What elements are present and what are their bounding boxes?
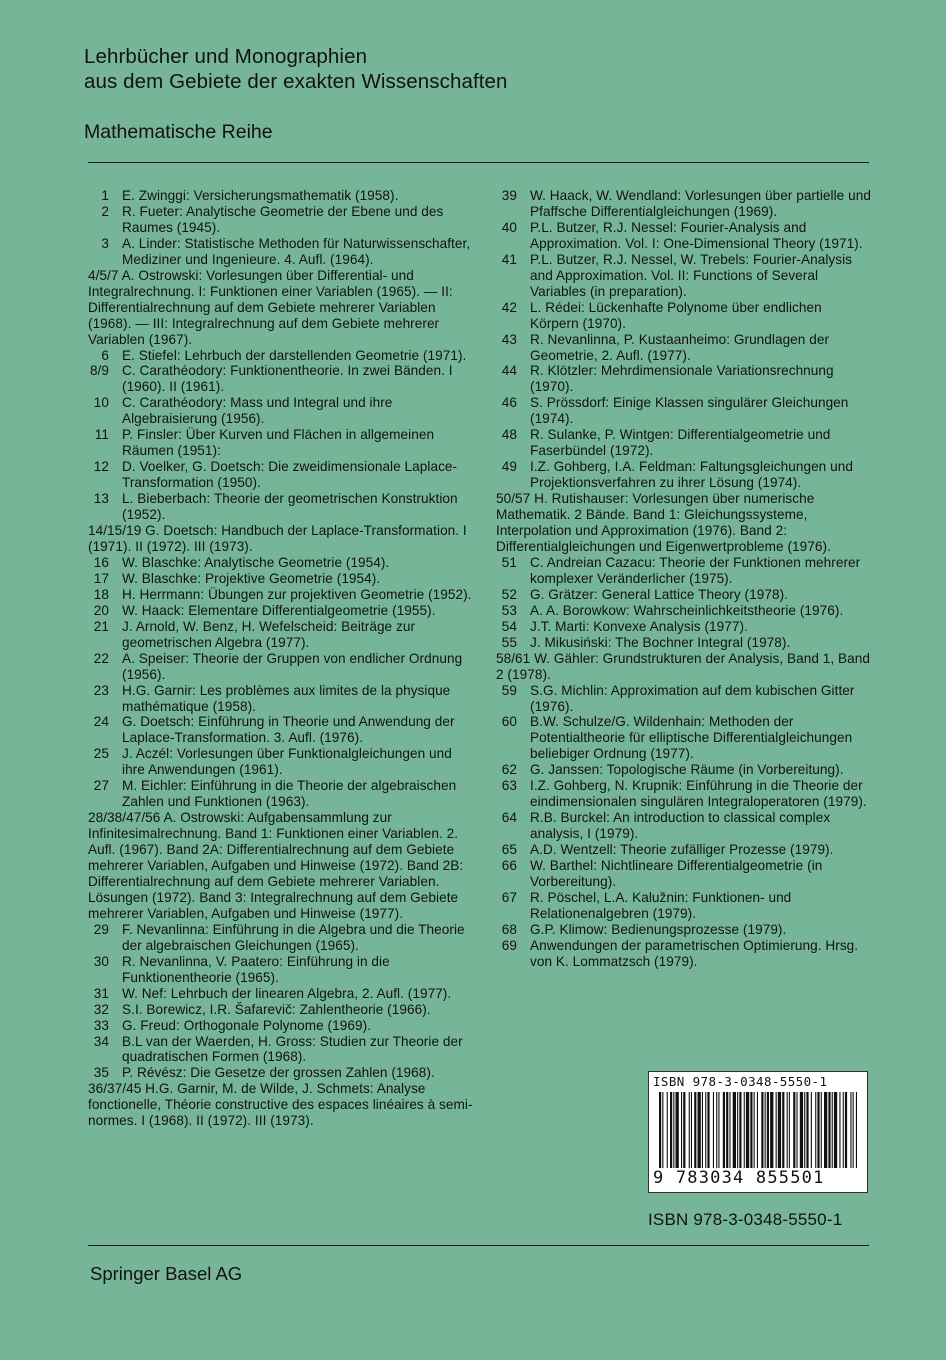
book-entry (496, 395, 873, 427)
book-list-left (88, 188, 473, 1129)
book-entry (496, 300, 873, 332)
book-entry (88, 268, 473, 348)
book-entry (496, 332, 873, 364)
barcode-bar (800, 1092, 803, 1168)
barcode-bar (845, 1092, 847, 1168)
entry-text: I.Z. Gohberg, N. Krupnik: Einführung in die Theorie der eindimensionalen singulären Integraloperatoren (1979). (530, 778, 867, 810)
book-entry (88, 683, 473, 715)
barcode-bar (694, 1092, 696, 1168)
entry-text: A. A. Borowkow: Wahrscheinlichkeitstheorie (1976). (530, 602, 844, 618)
barcode-bar (811, 1092, 812, 1168)
entry-number: 44 (501, 363, 517, 379)
book-entry (496, 619, 873, 635)
entry-text: Anwendungen der parametrischen Optimierung. Hrsg. von K. Lommatzsch (1979). (530, 937, 859, 969)
entry-text: W. Nef: Lehrbuch der linearen Algebra, 2. Aufl. (1977). (122, 985, 452, 1001)
barcode-bar (683, 1092, 685, 1168)
entry-text: L. Bieberbach: Theorie der geometrischen Konstruktion (1952). (122, 491, 458, 523)
book-entry (88, 651, 473, 683)
entry-text: R. Sulanke, P. Wintgen: Differentialgeometrie und Faserbündel (1972). (530, 427, 831, 459)
barcode-bar (718, 1092, 719, 1168)
barcode-bar (828, 1092, 830, 1168)
book-entry (88, 587, 473, 603)
entry-number: 48 (501, 427, 517, 443)
barcode-bar (681, 1092, 682, 1168)
entry-text: A. Speiser: Theorie der Gruppen von endlicher Ordnung (1956). (122, 650, 463, 682)
book-entry (496, 938, 873, 970)
entry-number: 68 (501, 921, 517, 937)
book-entry (496, 922, 873, 938)
entry-number: 34 (93, 1033, 109, 1049)
entry-text: C. Carathéodory: Funktionentheorie. In zwei Bänden. I (1960). II (1961). (122, 363, 453, 395)
entry-number: 46 (501, 395, 517, 411)
entry-number: 58/61 (496, 650, 531, 666)
barcode-bar (689, 1092, 690, 1168)
entry-text: S.G. Michlin: Approximation auf dem kubischen Gitter (1976). (530, 682, 855, 714)
entry-number: 22 (93, 650, 109, 666)
entry-text: E. Zwinggi: Versicherungsmathematik (1958). (122, 188, 399, 203)
book-entry (88, 922, 473, 954)
entry-text: G. Freud: Orthogonale Polynome (1969). (122, 1017, 371, 1033)
book-entry (88, 1034, 473, 1066)
book-entry (496, 635, 873, 651)
entry-number: 2 (101, 203, 109, 219)
book-entry (88, 395, 473, 427)
book-entry (88, 363, 473, 395)
entry-number: 64 (501, 810, 517, 826)
entry-number: 41 (501, 251, 517, 267)
entry-number: 43 (501, 331, 517, 347)
barcode-bar (821, 1092, 822, 1168)
book-entry (496, 778, 873, 810)
book-entry (88, 603, 473, 619)
barcode-bar (824, 1092, 827, 1168)
barcode-bar (750, 1092, 752, 1168)
entry-text: M. Eichler: Einführung in die Theorie der algebraischen Zahlen und Funktionen (1963). (122, 778, 457, 810)
entry-number: 39 (501, 188, 517, 203)
book-list-right (496, 188, 873, 970)
book-entry (496, 252, 873, 300)
barcode-bar (850, 1092, 851, 1168)
barcode-bar (839, 1092, 840, 1168)
entry-number: 13 (93, 491, 109, 507)
entry-number: 52 (501, 586, 517, 602)
entry-text: J. Arnold, W. Benz, H. Wefelscheid: Beiträge zur geometrischen Algebra (1977). (122, 618, 416, 650)
entry-text: B.L van der Waerden, H. Gross: Studien zur Theorie der quadratischen Formen (1968). (122, 1033, 463, 1065)
book-entry (496, 603, 873, 619)
barcode-bar (834, 1092, 837, 1168)
entry-number: 28/38/47/56 (88, 810, 161, 826)
book-entry (496, 714, 873, 762)
barcode-bar (806, 1092, 808, 1168)
entry-number: 69 (501, 937, 517, 953)
book-entry (496, 890, 873, 922)
book-entry (88, 523, 473, 555)
entry-text: G.P. Klimow: Bedienungsprozesse (1979). (530, 921, 787, 937)
entry-number: 66 (501, 858, 517, 874)
entry-number: 6 (101, 347, 109, 363)
entry-number: 11 (94, 427, 109, 443)
barcode-bar (767, 1092, 769, 1168)
entry-number: 42 (501, 299, 517, 315)
barcode-bar (691, 1092, 692, 1168)
entry-text: L. Rédei: Lückenhafte Polynome über endlichen Körpern (1970). (530, 299, 822, 331)
book-entry (496, 220, 873, 252)
barcode-bar (754, 1092, 755, 1168)
barcode-bar (659, 1092, 661, 1168)
entry-number: 36/37/45 (88, 1081, 142, 1097)
entry-text: A. Ostrowski: Vorlesungen über Differential- und Integralrechnung. I: Funktionen einer Variablen (1965). — II: Differentialrechnung auf dem Gebiete mehrerer Variablen (1968). — III: Integralrechnung auf dem Gebiete mehrerer Variablen (1967). (88, 267, 453, 347)
book-entry (496, 842, 873, 858)
entry-number: 14/15/19 (88, 523, 142, 539)
book-entry (496, 587, 873, 603)
entry-number: 49 (501, 459, 517, 475)
entry-number: 54 (501, 618, 517, 634)
entry-text: R. Nevanlinna, P. Kustaanheimo: Grundlagen der Geometrie, 2. Aufl. (1977). (530, 331, 830, 363)
book-entry (496, 491, 873, 555)
book-entry (496, 459, 873, 491)
isbn-number: ISBN 978-3-0348-5550-1 (648, 1210, 843, 1229)
entry-number: 67 (501, 889, 517, 905)
book-entry (496, 651, 873, 683)
entry-number: 30 (93, 953, 109, 969)
entry-number: 21 (93, 618, 109, 634)
entry-text: R. Nevanlinna, V. Paatero: Einführung in die Funktionentheorie (1965). (122, 953, 390, 985)
entry-number: 3 (101, 235, 109, 251)
barcode-bar (761, 1092, 763, 1168)
book-entry (88, 954, 473, 986)
entry-number: 35 (93, 1065, 109, 1081)
book-entry (88, 236, 473, 268)
entry-number: 65 (501, 842, 517, 858)
entry-text: P. Finsler: Über Kurven und Flächen in allgemeinen Räumen (1951): (122, 427, 435, 459)
book-entry (88, 571, 473, 587)
entry-text: S. Prössdorf: Einige Klassen singulärer Gleichungen (1974). (530, 395, 849, 427)
entry-text: I.Z. Gohberg, I.A. Feldman: Faltungsgleichungen und Projektionsverfahren zu ihrer Lösung (1974). (530, 459, 853, 491)
barcode-bar (832, 1092, 833, 1168)
book-entry (88, 491, 473, 523)
entry-number: 16 (93, 554, 109, 570)
barcode-bar (662, 1092, 663, 1168)
book-entry (88, 1065, 473, 1081)
book-entry (88, 188, 473, 204)
book-entry (496, 858, 873, 890)
entry-text: G. Doetsch: Einführung in Theorie und Anwendung der Laplace-Transformation. 3. Aufl. (1976). (122, 714, 455, 746)
entry-text: C. Andreian Cazacu: Theorie der Funktionen mehrerer komplexer Veränderlicher (1975). (530, 554, 861, 586)
book-entry (496, 683, 873, 715)
barcode-bar (778, 1092, 781, 1168)
entry-text: H. Rutishauser: Vorlesungen über numerische Mathematik. 2 Bände. Band 1: Gleichungssysteme, Interpolation und Approximation (1976). Band 2: Differentialgleichungen und Eigenwertprobleme (1976). (496, 491, 831, 554)
entry-text: H. Herrmann: Übungen zur projektiven Geometrie (1952). (122, 586, 472, 602)
book-entry (496, 188, 873, 220)
book-entry (88, 348, 473, 364)
entry-text: G. Doetsch: Handbuch der Laplace-Transformation. I (1971). II (1972). III (1973). (88, 523, 467, 554)
top-divider (88, 162, 869, 163)
entry-text: A.D. Wentzell: Theorie zufälliger Prozesse (1979). (530, 842, 834, 858)
entry-text: D. Voelker, G. Doetsch: Die zweidimensionale Laplace-Transformation (1950). (122, 459, 458, 491)
entry-number: 4/5/7 (88, 267, 119, 283)
barcode-bar (746, 1092, 749, 1168)
publisher-name: Springer Basel AG (90, 1263, 243, 1284)
book-entry (496, 810, 873, 842)
book-entry (496, 363, 873, 395)
barcode-bar (782, 1092, 784, 1168)
entry-text: R. Fueter: Analytische Geometrie der Ebene und des Raumes (1945). (122, 203, 444, 235)
entry-number: 53 (501, 602, 517, 618)
entry-number: 25 (93, 746, 109, 762)
barcode-bar (853, 1092, 854, 1168)
entry-text: J. Aczél: Vorlesungen über Funktionalgleichungen und ihre Anwendungen (1961). (122, 746, 452, 778)
entry-text: E. Stiefel: Lehrbuch der darstellenden Geometrie (1971). (122, 347, 467, 363)
barcode-bar (707, 1092, 709, 1168)
book-entry (88, 986, 473, 1002)
book-entry (88, 204, 473, 236)
entry-number: 33 (93, 1017, 109, 1033)
entry-number: 50/57 (496, 491, 531, 507)
entry-text: A. Ostrowski: Aufgabensammlung zur Infinitesimalrechnung. Band 1: Funktionen einer Variablen. 2. Aufl. (1967). Band 2A: Differentialrechnung auf dem Gebiete mehrerer Variablen, Aufgaben und Hinweise (1972). Band 2B: Differentialrechnung auf dem Gebiete mehrerer Variablen. Lösungen (1972). Band 3: Integralrechnung auf dem Gebiete mehrerer Variablen, Aufgaben und Hinweise (1977). (88, 810, 464, 921)
barcode-bar (744, 1092, 745, 1168)
series-title (84, 44, 508, 94)
entry-number: 29 (93, 921, 109, 937)
barcode-bar (698, 1092, 701, 1168)
barcode-bar (737, 1092, 738, 1168)
book-entry (88, 1002, 473, 1018)
entry-text: W. Haack: Elementare Differentialgeometrie (1955). (122, 602, 436, 618)
barcode-bar (804, 1092, 805, 1168)
barcode-bar (716, 1092, 717, 1168)
barcode-bar (770, 1092, 773, 1168)
barcode-bar (673, 1092, 674, 1168)
entry-text: W. Haack, W. Wendland: Vorlesungen über partielle und Pfaffsche Differentialgleichungen (1969). (530, 188, 871, 219)
book-entry (88, 619, 473, 651)
entry-text: A. Linder: Statistische Methoden für Naturwissenschafter, Mediziner und Ingenieure. 4. Aufl. (1964). (122, 235, 471, 267)
barcode-bar (787, 1092, 788, 1168)
entry-number: 10 (93, 395, 109, 411)
book-entry (88, 459, 473, 491)
entry-text: J. Mikusiński: The Bochner Integral (1978). (530, 634, 791, 650)
series-title-line-1: Lehrbücher und Monographien (84, 45, 368, 68)
entry-text: W. Blaschke: Projektive Geometrie (1954). (122, 570, 381, 586)
entry-number: 51 (501, 554, 517, 570)
entry-number: 20 (93, 602, 109, 618)
entry-number: 31 (93, 985, 109, 1001)
book-entry (496, 762, 873, 778)
book-entry (88, 555, 473, 571)
entry-number: 60 (501, 714, 517, 730)
barcode-bar (667, 1092, 668, 1168)
barcode-bar (789, 1092, 790, 1168)
entry-text: J.T. Marti: Konvexe Analysis (1977). (530, 618, 748, 634)
entry-number: 27 (93, 778, 109, 794)
entry-text: G. Janssen: Topologische Räume (in Vorbereitung). (530, 762, 844, 778)
entry-text: W. Blaschke: Analytische Geometrie (1954). (122, 554, 390, 570)
entry-number: 8/9 (89, 363, 109, 379)
book-entry (496, 555, 873, 587)
book-entry (88, 427, 473, 459)
barcode-bar (776, 1092, 777, 1168)
book-entry (88, 1081, 473, 1129)
entry-text: C. Carathéodory: Mass und Integral und ihre Algebraisierung (1956). (122, 395, 393, 427)
barcode-bar (713, 1092, 714, 1168)
barcode (648, 1071, 868, 1193)
entry-number: 12 (93, 459, 109, 475)
entry-number: 40 (501, 219, 517, 235)
entry-number: 32 (93, 1001, 109, 1017)
barcode-bar (817, 1092, 819, 1168)
book-entry (496, 427, 873, 459)
entry-number: 18 (93, 586, 109, 602)
barcode-bar (729, 1092, 730, 1168)
entry-text: G. Grätzer: General Lattice Theory (1978). (530, 586, 788, 602)
entry-text: S.I. Borewicz, I.R. Šafarevič: Zahlentheorie (1966). (122, 1001, 431, 1017)
barcode-bar (726, 1092, 728, 1168)
barcode-bar (702, 1092, 703, 1168)
entry-number: 63 (501, 778, 517, 794)
entry-text: R.B. Burckel: An introduction to classical complex analysis, I (1979). (530, 810, 831, 842)
book-entry (88, 714, 473, 746)
barcode-bar (739, 1092, 741, 1168)
entry-text: P. Révész: Die Gesetze der grossen Zahlen (1968). (122, 1065, 435, 1081)
bottom-divider (88, 1245, 869, 1246)
barcode-bar (676, 1092, 679, 1168)
entry-text: P.L. Butzer, R.J. Nessel: Fourier-Analysis and Approximation. Vol. I: One-Dimensional Theory (1971). (530, 219, 863, 251)
subseries-title: Mathematische Reihe (84, 121, 273, 143)
entry-number: 1 (101, 188, 109, 203)
entry-text: P.L. Butzer, R.J. Nessel, W. Trebels: Fourier-Analysis and Approximation. Vol. II: Functions of Several Variables (in preparation). (530, 251, 853, 299)
barcode-isbn-text: ISBN 978-3-0348-5550-1 (653, 1074, 828, 1089)
entry-number: 23 (93, 682, 109, 698)
barcode-bar (856, 1092, 857, 1168)
barcode-bar (815, 1092, 816, 1168)
book-entry (88, 1018, 473, 1034)
entry-number: 24 (93, 714, 109, 730)
entry-text: W. Barthel: Nichtlineare Differentialgeometrie (in Vorbereitung). (530, 858, 823, 889)
entry-text: F. Nevanlinna: Einführung in die Algebra und die Theorie der algebraischen Gleichungen (1965). (122, 921, 465, 953)
entry-number: 55 (501, 634, 517, 650)
series-title-line-2: aus dem Gebiete der exakten Wissenschaften (84, 70, 508, 93)
barcode-bar (733, 1092, 736, 1168)
barcode-digits: 9 783034 855501 (653, 1168, 825, 1188)
entry-text: R. Klötzler: Mehrdimensionale Variationsrechnung (1970). (530, 363, 834, 395)
barcode-bar (723, 1092, 725, 1168)
book-entry (88, 778, 473, 810)
entry-number: 59 (501, 682, 517, 698)
entry-number: 62 (501, 762, 517, 778)
entry-text: H.G. Garnir: Les problèmes aux limites de la physique mathématique (1958). (122, 682, 451, 714)
entry-text: B.W. Schulze/G. Wildenhain: Methoden der Potentialtheorie für elliptische Differentialgleichungen beliebiger Ordnung (1977). (530, 714, 853, 762)
barcode-bar (797, 1092, 798, 1168)
barcode-bar (757, 1092, 758, 1168)
book-entry (88, 810, 473, 922)
entry-text: H.G. Garnir, M. de Wilde, J. Schmets: Analyse fonctionelle, Théorie constructive des espaces linéaires à semi-normes. I (1968). II (1972). III (1973). (88, 1081, 473, 1129)
barcode-bar (705, 1092, 706, 1168)
barcode-bar (765, 1092, 766, 1168)
entry-text: W. Gähler: Grundstrukturen der Analysis, Band 1, Band 2 (1978). (496, 650, 870, 682)
barcode-bar (843, 1092, 844, 1168)
barcode-bars (659, 1092, 857, 1168)
barcode-bar (793, 1092, 795, 1168)
book-entry (88, 746, 473, 778)
entry-text: R. Pöschel, L.A. Kalužnin: Funktionen- und Relationenalgebren (1979). (530, 889, 792, 921)
entry-number: 17 (93, 570, 109, 586)
barcode-bar (670, 1092, 672, 1168)
